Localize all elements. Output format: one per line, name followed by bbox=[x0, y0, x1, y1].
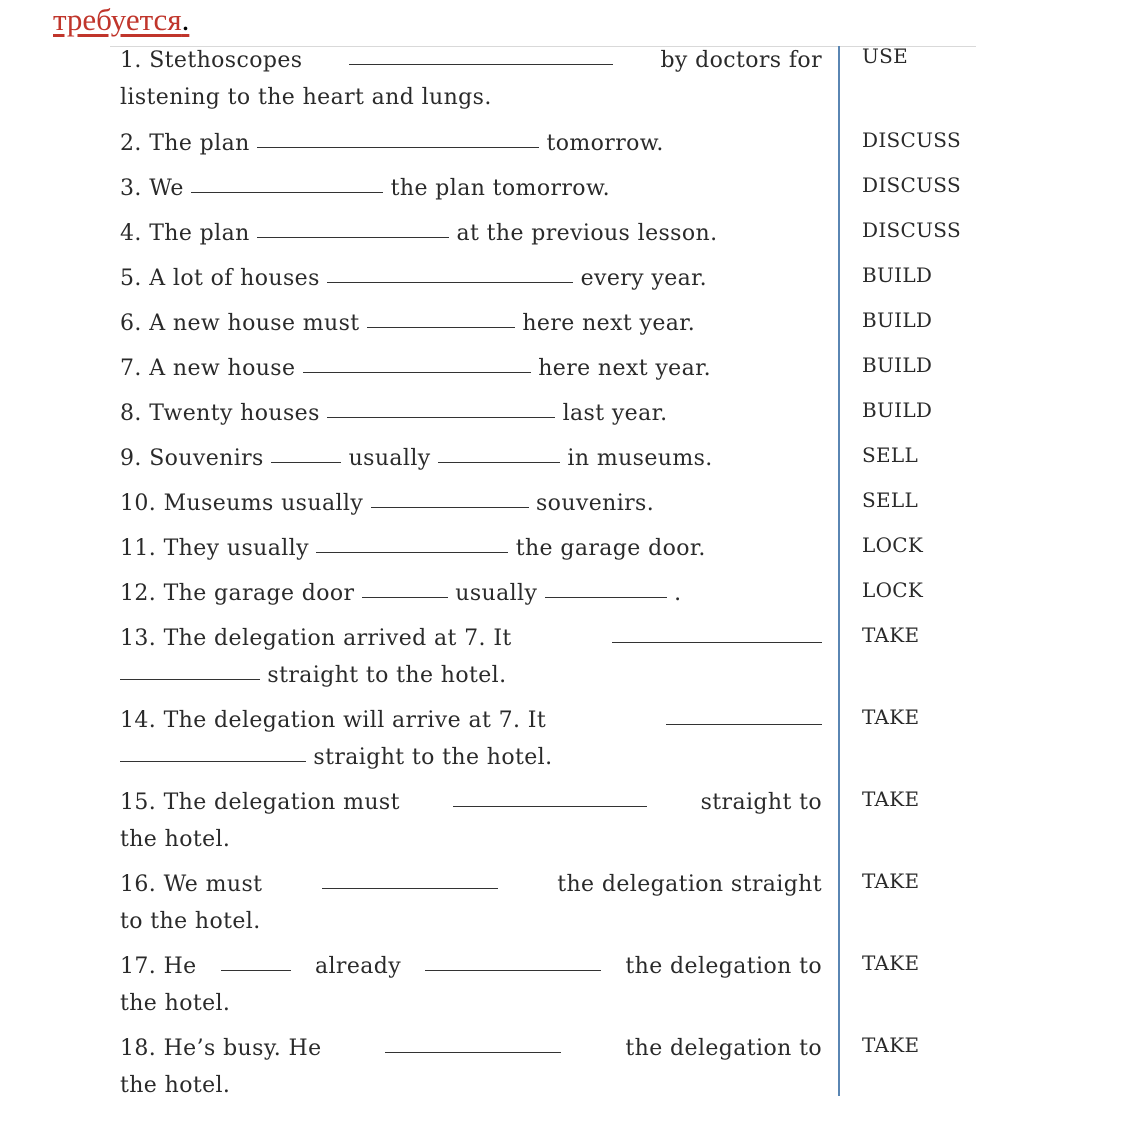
answer-blank[interactable] bbox=[545, 596, 667, 598]
item-number: 6. bbox=[120, 311, 142, 336]
exercise-item-4 bbox=[120, 215, 820, 252]
exercise-item-17 bbox=[120, 948, 822, 1022]
item-text: straight to the hotel. bbox=[267, 663, 507, 688]
item-text: here next year. bbox=[538, 356, 712, 381]
answer-blank[interactable] bbox=[612, 641, 822, 643]
item-text: He bbox=[163, 954, 197, 979]
item-number: 17. bbox=[120, 954, 157, 979]
verb-hint-14: TAKE bbox=[862, 705, 920, 729]
item-text: tomorrow. bbox=[546, 131, 664, 156]
item-text: The plan bbox=[149, 131, 250, 156]
exercise-item-8 bbox=[120, 395, 820, 432]
item-text: the delegation straight bbox=[557, 872, 822, 897]
answer-blank[interactable] bbox=[120, 678, 260, 680]
item-text: already bbox=[314, 954, 402, 979]
exercise-item-13 bbox=[120, 620, 822, 694]
item-number: 4. bbox=[120, 221, 142, 246]
item-number: 5. bbox=[120, 266, 142, 291]
item-number: 9. bbox=[120, 446, 142, 471]
header-link[interactable] bbox=[53, 2, 189, 38]
exercise-item-10 bbox=[120, 485, 820, 522]
item-text: usually bbox=[455, 581, 538, 606]
answer-blank[interactable] bbox=[257, 236, 449, 238]
exercise-item-14 bbox=[120, 702, 822, 776]
answer-blank[interactable] bbox=[425, 969, 601, 971]
item-text: straight to the hotel. bbox=[313, 745, 553, 770]
item-number: 18. bbox=[120, 1036, 157, 1061]
item-text: We must bbox=[163, 872, 263, 897]
answer-blank[interactable] bbox=[257, 146, 539, 148]
item-text: by doctors for bbox=[660, 48, 822, 73]
exercise-item-9 bbox=[120, 440, 820, 477]
answer-blank[interactable] bbox=[371, 506, 529, 508]
exercise-item-7 bbox=[120, 350, 820, 387]
exercise-item-1 bbox=[120, 42, 822, 116]
item-text: Stethoscopes bbox=[149, 48, 303, 73]
item-text: to the hotel. bbox=[120, 909, 261, 934]
answer-blank[interactable] bbox=[453, 805, 647, 807]
item-text: . bbox=[674, 581, 682, 606]
item-text: A lot of houses bbox=[149, 266, 320, 291]
verb-hint-11: LOCK bbox=[862, 533, 924, 557]
exercise-item-18 bbox=[120, 1030, 822, 1104]
answer-blank[interactable] bbox=[327, 281, 573, 283]
item-text: Souvenirs bbox=[149, 446, 264, 471]
item-text: here next year. bbox=[522, 311, 696, 336]
item-text: the hotel. bbox=[120, 991, 231, 1016]
verb-hint-3: DISCUSS bbox=[862, 173, 961, 197]
exercise-item-2 bbox=[120, 125, 820, 162]
item-number: 14. bbox=[120, 708, 157, 733]
answer-blank[interactable] bbox=[191, 191, 383, 193]
header-link-text[interactable]: требуется bbox=[53, 2, 182, 37]
answer-blank[interactable] bbox=[271, 461, 341, 463]
item-number: 16. bbox=[120, 872, 157, 897]
item-text: in museums. bbox=[567, 446, 713, 471]
item-number: 8. bbox=[120, 401, 142, 426]
item-text: Museums usually bbox=[163, 491, 364, 516]
item-text: last year. bbox=[562, 401, 668, 426]
item-number: 11. bbox=[120, 536, 157, 561]
answer-blank[interactable] bbox=[666, 723, 822, 725]
verb-hint-1: USE bbox=[862, 44, 909, 68]
item-text: straight to bbox=[700, 790, 822, 815]
verb-hint-7: BUILD bbox=[862, 353, 933, 377]
exercise-item-15 bbox=[120, 784, 822, 858]
verb-hint-12: LOCK bbox=[862, 578, 924, 602]
verb-hint-2: DISCUSS bbox=[862, 128, 961, 152]
answer-blank[interactable] bbox=[385, 1051, 561, 1053]
item-text: listening to the heart and lungs. bbox=[120, 85, 492, 110]
exercise-item-5 bbox=[120, 260, 820, 297]
answer-blank[interactable] bbox=[322, 887, 498, 889]
answer-blank[interactable] bbox=[303, 371, 531, 373]
item-text: The garage door bbox=[163, 581, 355, 606]
verb-hint-8: BUILD bbox=[862, 398, 933, 422]
item-text: The plan bbox=[149, 221, 250, 246]
item-text: usually bbox=[348, 446, 431, 471]
exercise-item-6 bbox=[120, 305, 820, 342]
item-number: 15. bbox=[120, 790, 157, 815]
item-text: every year. bbox=[580, 266, 708, 291]
item-text: They usually bbox=[163, 536, 309, 561]
item-number: 7. bbox=[120, 356, 142, 381]
item-text: The delegation arrived at 7. It bbox=[163, 626, 512, 651]
exercise-item-3 bbox=[120, 170, 820, 207]
verb-hint-4: DISCUSS bbox=[862, 218, 961, 242]
answer-blank[interactable] bbox=[349, 63, 613, 65]
item-number: 12. bbox=[120, 581, 157, 606]
item-text: the delegation to bbox=[625, 1036, 822, 1061]
item-text: He’s busy. He bbox=[163, 1036, 322, 1061]
item-number: 2. bbox=[120, 131, 142, 156]
item-text: A new house bbox=[149, 356, 296, 381]
answer-blank[interactable] bbox=[438, 461, 560, 463]
item-text: the plan tomorrow. bbox=[390, 176, 610, 201]
item-text: A new house must bbox=[149, 311, 360, 336]
item-text: Twenty houses bbox=[149, 401, 320, 426]
header-dot: . bbox=[181, 2, 190, 37]
item-text: souvenirs. bbox=[535, 491, 655, 516]
verb-hint-15: TAKE bbox=[862, 787, 920, 811]
verb-hint-18: TAKE bbox=[862, 1033, 920, 1057]
answer-blank[interactable] bbox=[327, 416, 555, 418]
item-text: The delegation must bbox=[163, 790, 400, 815]
exercise-item-12 bbox=[120, 575, 820, 612]
item-number: 3. bbox=[120, 176, 142, 201]
item-text: The delegation will arrive at 7. It bbox=[163, 708, 547, 733]
column-divider bbox=[838, 46, 840, 1096]
verb-hint-13: TAKE bbox=[862, 623, 920, 647]
item-text: the hotel. bbox=[120, 1073, 231, 1098]
item-number: 1. bbox=[120, 48, 142, 73]
item-number: 13. bbox=[120, 626, 157, 651]
answer-blank[interactable] bbox=[362, 596, 448, 598]
verb-hint-5: BUILD bbox=[862, 263, 933, 287]
item-text: at the previous lesson. bbox=[456, 221, 718, 246]
item-number: 10. bbox=[120, 491, 157, 516]
item-text: We bbox=[149, 176, 184, 201]
answer-blank[interactable] bbox=[367, 326, 515, 328]
exercise-item-16 bbox=[120, 866, 822, 940]
verb-hint-9: SELL bbox=[862, 443, 919, 467]
verb-hint-10: SELL bbox=[862, 488, 919, 512]
answer-blank[interactable] bbox=[316, 551, 508, 553]
answer-blank[interactable] bbox=[120, 760, 306, 762]
item-text: the delegation to bbox=[625, 954, 822, 979]
verb-hint-6: BUILD bbox=[862, 308, 933, 332]
verb-hint-17: TAKE bbox=[862, 951, 920, 975]
verb-hint-16: TAKE bbox=[862, 869, 920, 893]
item-text: the garage door. bbox=[515, 536, 706, 561]
item-text: the hotel. bbox=[120, 827, 231, 852]
exercise-item-11 bbox=[120, 530, 820, 567]
answer-blank[interactable] bbox=[221, 969, 291, 971]
